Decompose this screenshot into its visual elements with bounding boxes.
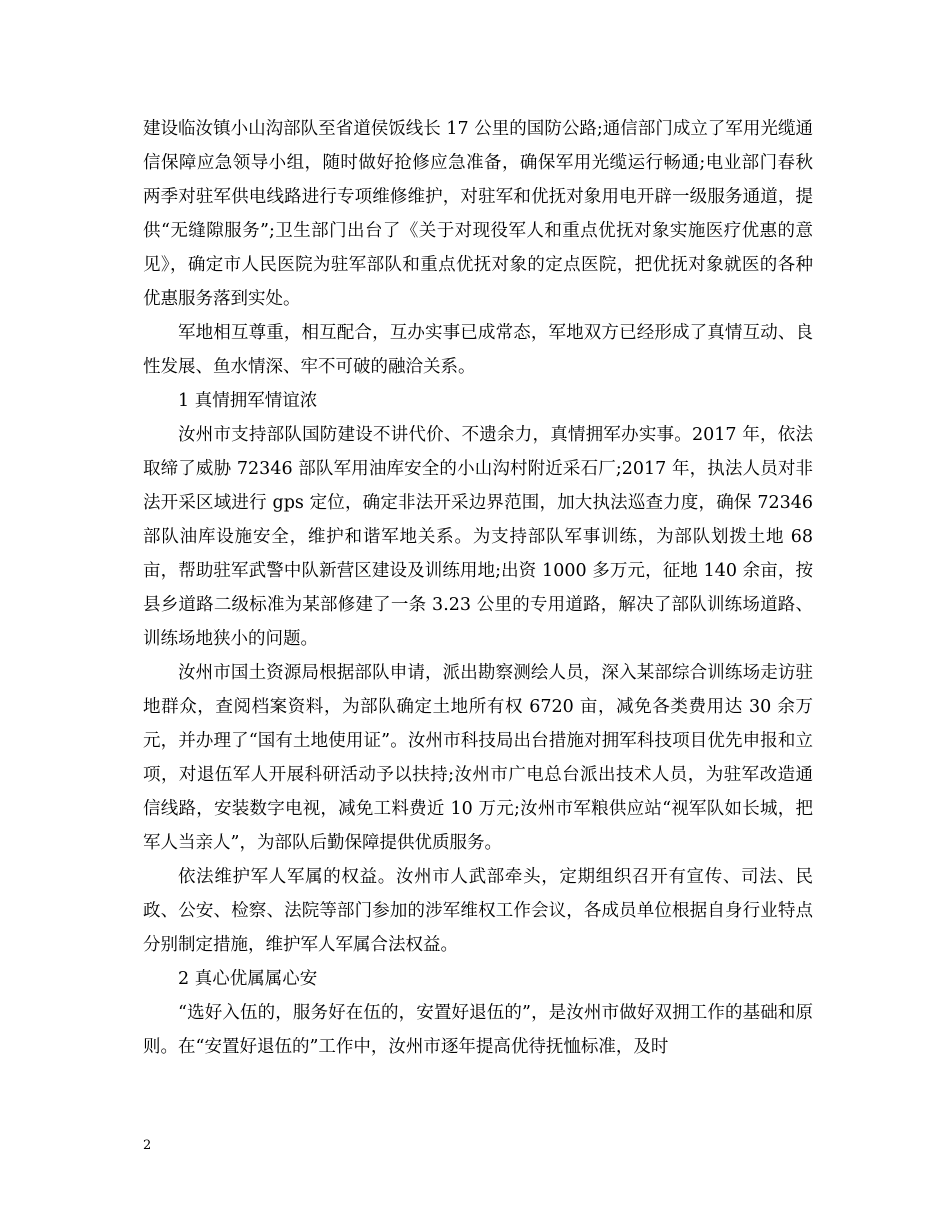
paragraph-4: 汝州市国土资源局根据部队申请，派出勘察测绘人员，深入某部综合训练场走访驻地群众，查阅档案资料，为部队确定土地所有权 6720 亩，减免各类费用达 30 余万元，并办理了“国有土地使用证”。汝州市科技局出台措施对拥军科技项目优先申报和立项，对退伍军人开展科研活动予以扶持;汝州市广电总台派出技术人员，为驻军改造通信线路，安装数字电视，减免工料费近 10 万元;汝州市军粮供应站“视军队如长城，把军人当亲人”，为部队后勤保障提供优质服务。 <box>143 663 813 853</box>
section-heading-1: 1 真情拥军情谊浓 <box>178 391 318 411</box>
section-heading-2: 2 真心优属属心安 <box>178 969 318 989</box>
paragraph-2: 军地相互尊重，相互配合，互办实事已成常态，军地双方已经形成了真情互动、良性发展、鱼水情深、牢不可破的融洽关系。 <box>143 323 813 377</box>
paragraph-1: 建设临汝镇小山沟部队至省道侯饭线长 17 公里的国防公路;通信部门成立了军用光缆通信保障应急领导小组，随时做好抢修应急准备，确保军用光缆运行畅通;电业部门春秋两季对驻军供电线路进行专项维修维护，对驻军和优抚对象用电开辟一级服务通道，提供“无缝隙服务”;卫生部门出台了《关于对现役军人和重点优抚对象实施医疗优惠的意见》，确定市人民医院为驻军部队和重点优抚对象的定点医院，把优抚对象就医的各种优惠服务落到实处。 <box>143 119 813 309</box>
document-body <box>143 112 813 1064</box>
paragraph-5: 依法维护军人军属的权益。汝州市人武部牵头，定期组织召开有宣传、司法、民政、公安、检察、法院等部门参加的涉军维权工作会议，各成员单位根据自身行业特点分别制定措施，维护军人军属合法权益。 <box>143 867 813 955</box>
paragraph-6: “选好入伍的，服务好在伍的，安置好退伍的”，是汝州市做好双拥工作的基础和原则。在“安置好退伍的”工作中，汝州市逐年提高优待抚恤标准，及时 <box>143 1003 813 1057</box>
paragraph-3: 汝州市支持部队国防建设不讲代价、不遗余力，真情拥军办实事。2017 年，依法取缔了威胁 72346 部队军用油库安全的小山沟村附近采石厂;2017 年，执法人员对非法开采区域进行 gps 定位，确定非法开采边界范围，加大执法巡查力度，确保 72346 部队油库设施安全，维护和谐军地关系。为支持部队军事训练，为部队划拨土地 68 亩，帮助驻军武警中队新营区建设及训练用地;出资 1000 多万元，征地 140 余亩，按县乡道路二级标准为某部修建了一条 3.23 公里的专用道路，解决了部队训练场道路、训练场地狭小的问题。 <box>143 425 813 649</box>
page-number: 2 <box>143 1138 152 1153</box>
